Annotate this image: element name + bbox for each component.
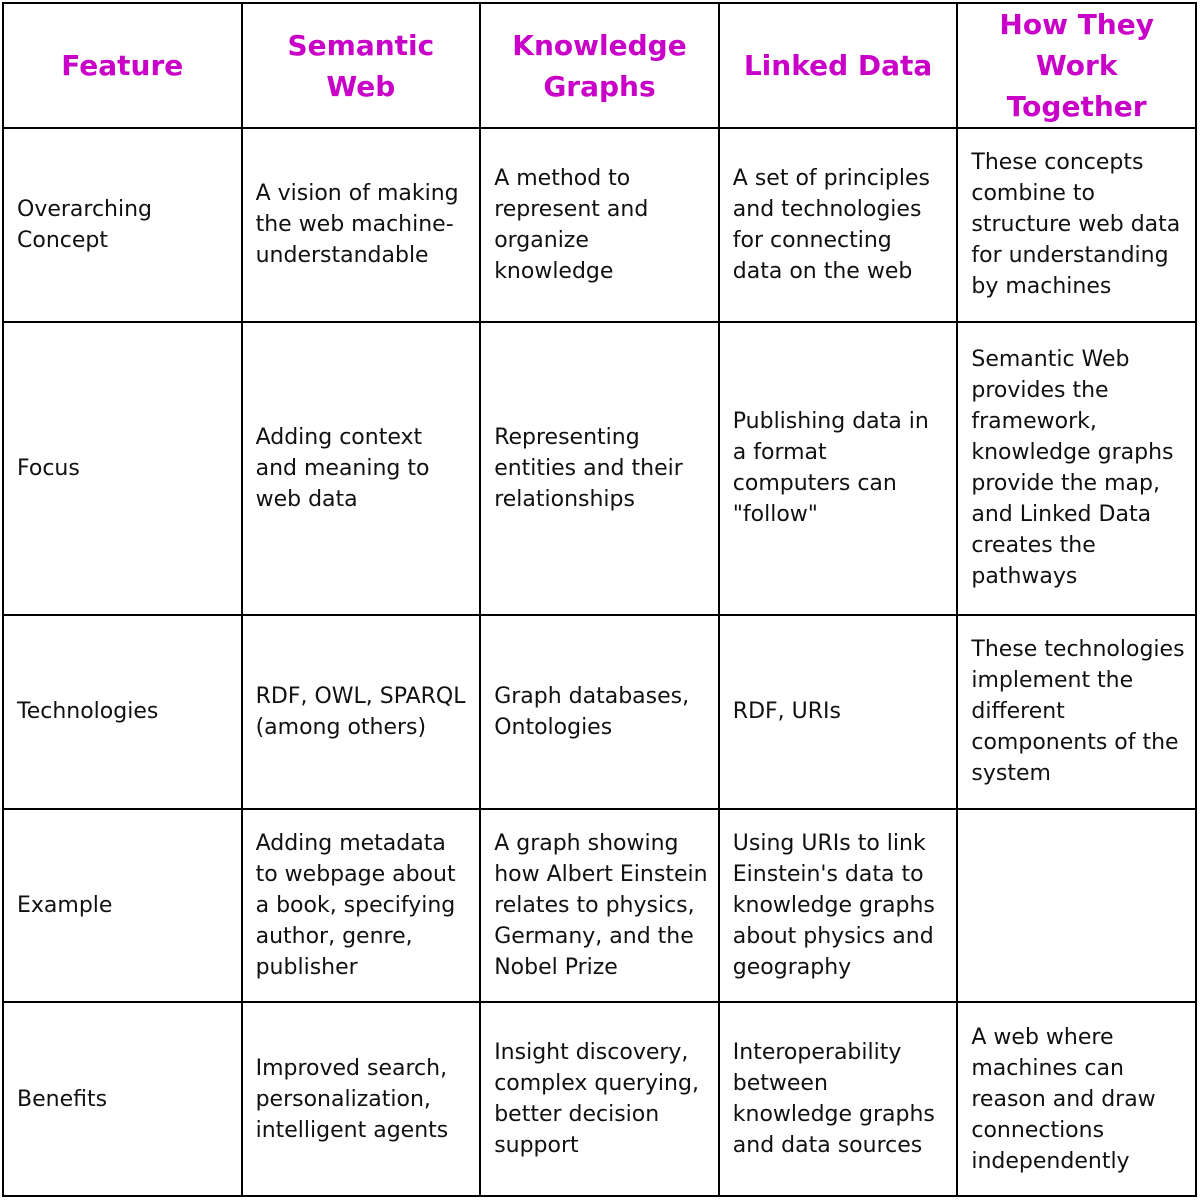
row-label-technologies: Technologies [3,615,242,809]
row-label-example: Example [3,809,242,1003]
table-cell: A set of principles and technologies for connecting data on the web [719,128,958,322]
comparison-table [2,2,1197,1197]
column-header-feature: Feature [3,3,242,128]
table-row [3,128,1196,322]
table-row [3,322,1196,615]
table-row [3,615,1196,809]
table-cell: Adding context and meaning to web data [242,322,481,615]
table-cell: RDF, OWL, SPARQL (among others) [242,615,481,809]
table-cell: Adding metadata to webpage about a book, specifying author, genre, publisher [242,809,481,1003]
table-cell: Graph databases, Ontologies [480,615,719,809]
column-header-linked-data: Linked Data [719,3,958,128]
table-cell: Improved search, personalization, intelligent agents [242,1002,481,1196]
table-cell: Semantic Web provides the framework, knowledge graphs provide the map, and Linked Data creates the pathways [957,322,1196,615]
table-cell: Publishing data in a format computers can "follow" [719,322,958,615]
table-cell: Representing entities and their relationships [480,322,719,615]
table-cell: Insight discovery, complex querying, better decision support [480,1002,719,1196]
row-label-focus: Focus [3,322,242,615]
header-row [3,3,1196,128]
table-cell: A web where machines can reason and draw connections independently [957,1002,1196,1196]
row-label-benefits: Benefits [3,1002,242,1196]
column-header-knowledge-graphs: Knowledge Graphs [480,3,719,128]
table-row [3,809,1196,1003]
table-cell [957,809,1196,1003]
table-cell: A method to represent and organize knowledge [480,128,719,322]
column-header-how-they-work-together: How They Work Together [957,3,1196,128]
table-cell: A vision of making the web machine-understandable [242,128,481,322]
table-body [3,128,1196,1196]
table-cell: A graph showing how Albert Einstein relates to physics, Germany, and the Nobel Prize [480,809,719,1003]
table-row [3,1002,1196,1196]
table-cell: Interoperability between knowledge graphs and data sources [719,1002,958,1196]
column-header-semantic-web: Semantic Web [242,3,481,128]
table-cell: These technologies implement the different components of the system [957,615,1196,809]
table-cell: Using URIs to link Einstein's data to knowledge graphs about physics and geography [719,809,958,1003]
table-cell: These concepts combine to structure web data for understanding by machines [957,128,1196,322]
table-header [3,3,1196,128]
table-cell: RDF, URIs [719,615,958,809]
row-label-overarching-concept: Overarching Concept [3,128,242,322]
